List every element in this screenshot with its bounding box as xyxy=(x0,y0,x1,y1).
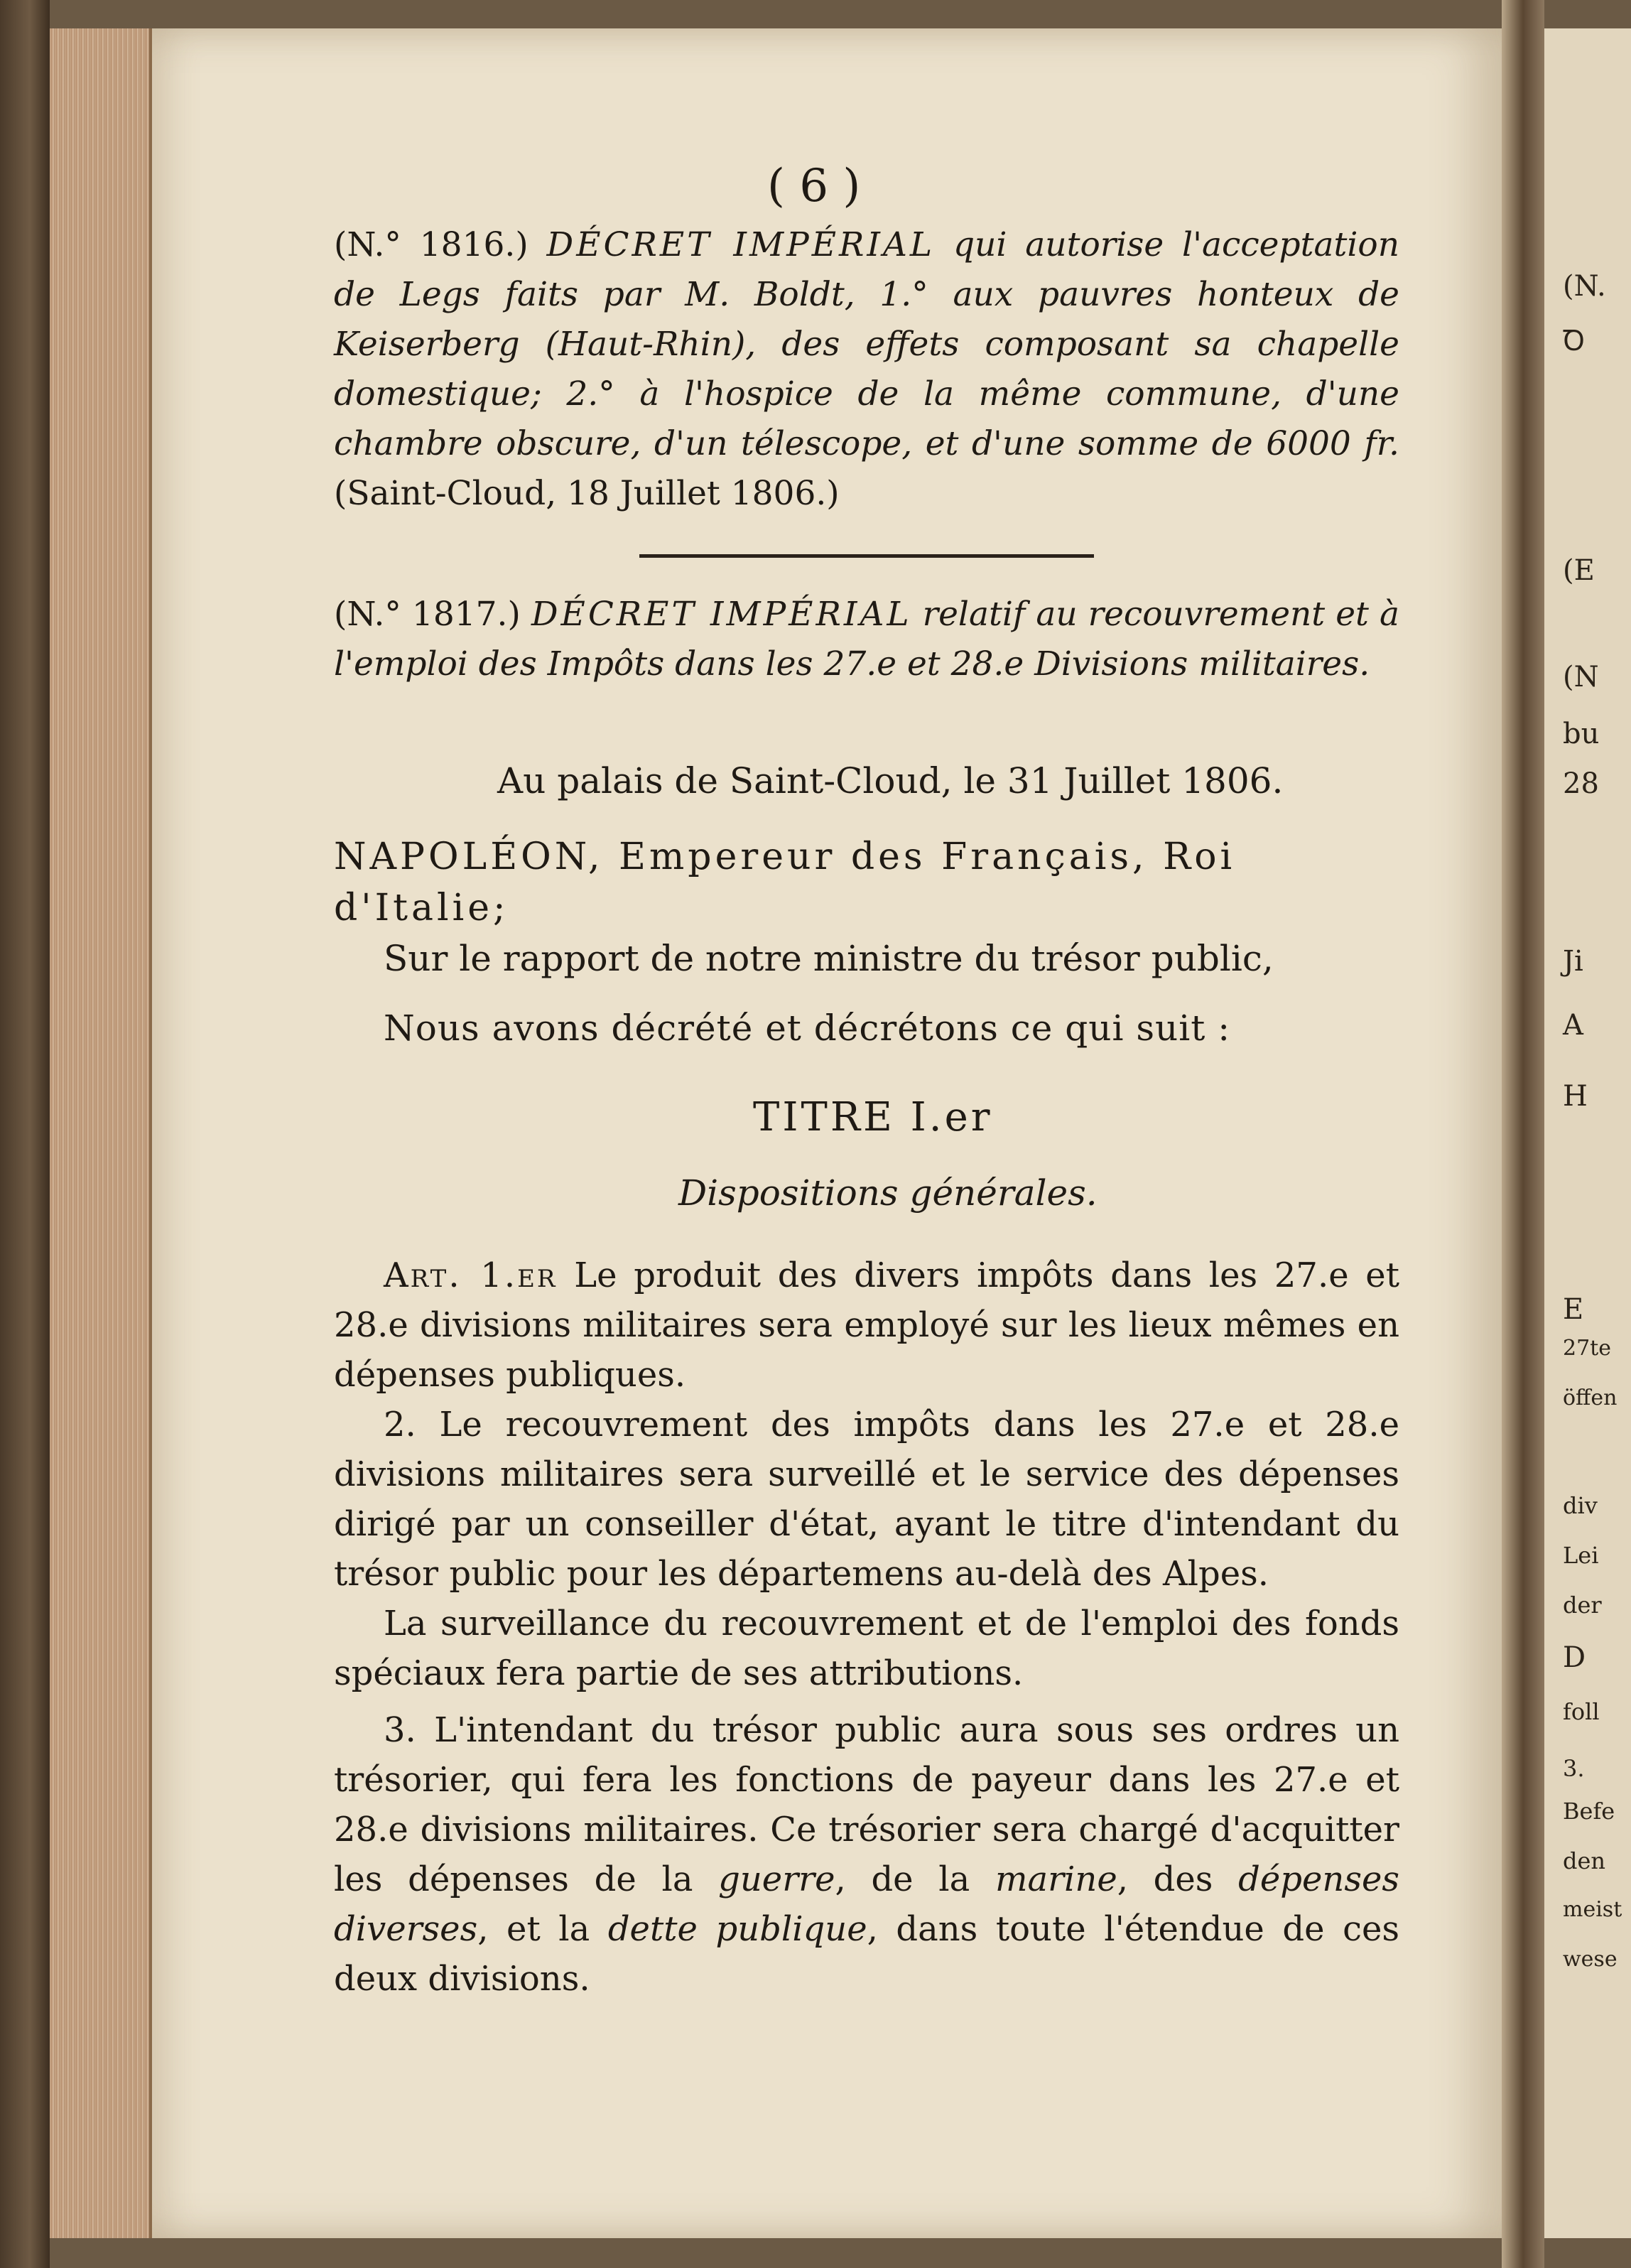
article-2-paragraph xyxy=(334,1599,1399,1698)
article-text: , de la xyxy=(835,1859,970,1899)
article-text: Le produit des divers impôts dans les 27.e et 28.e divisions militaires sera employé sur les lieux mêmes en dépenses publiques. xyxy=(334,1256,1399,1395)
entry-heading: DÉCRET IMPÉRIAL xyxy=(546,225,936,264)
entry-1816 xyxy=(334,220,1399,519)
article-term: dette publique xyxy=(607,1909,867,1949)
article-2 xyxy=(334,1400,1399,1599)
entry-place-date: (Saint-Cloud, 18 Juillet 1806.) xyxy=(334,474,840,513)
facing-glyph: öffen xyxy=(1563,1386,1618,1410)
facing-glyph: foll xyxy=(1563,1698,1600,1725)
article-label: 3. xyxy=(384,1710,416,1750)
titre-heading: TITRE I.er xyxy=(753,1094,993,1140)
article-1 xyxy=(334,1251,1399,1400)
sovereign-title: NAPOLÉON, Empereur des Français, Roi d'Italie; xyxy=(334,836,1236,929)
article-3 xyxy=(334,1705,1399,2004)
article-text: , des xyxy=(1117,1859,1213,1899)
article-term: dépenses diverses xyxy=(334,1859,1400,1949)
facing-glyph: A xyxy=(1563,1009,1583,1042)
facing-glyph: Lei xyxy=(1563,1542,1599,1569)
article-term: guerre xyxy=(718,1859,835,1899)
facing-glyph: (N. xyxy=(1563,270,1606,303)
facing-glyph: Ꝺ xyxy=(1563,325,1586,357)
facing-glyph: (N xyxy=(1563,661,1599,693)
entry-description: qui autorise l'acceptation de Legs faits par M. Boldt, 1.° aux pauvres honteux de Keiserberg (Haut-Rhin), des effets composant sa chapelle domestique; 2.° à l'hospice de la même commune, d'une chambre obscure, d'un télescope, et d'une somme de 6000 fr. xyxy=(334,225,1399,463)
article-text: , dans toute l'étendue de ces deux divisions. xyxy=(334,1909,1399,1999)
titre-subtitle: Dispositions générales. xyxy=(678,1172,1098,1214)
decret-line: Nous avons décrété et décrétons ce qui suit : xyxy=(384,1008,1231,1049)
facing-glyph: 27te xyxy=(1563,1336,1611,1361)
article-term: marine xyxy=(995,1859,1117,1899)
entry-number: (N.° 1816.) xyxy=(334,225,529,264)
facing-glyph: Ji xyxy=(1563,945,1583,978)
facing-glyph: den xyxy=(1563,1847,1606,1874)
facing-glyph: (E xyxy=(1563,554,1595,587)
rapport-line: Sur le rapport de notre ministre du trésor public, xyxy=(384,938,1274,979)
facing-glyph: 28 xyxy=(1563,767,1599,800)
facing-glyph: der xyxy=(1563,1592,1602,1619)
facing-glyph: H xyxy=(1563,1080,1588,1113)
article-label: Art. 1.er xyxy=(384,1256,558,1295)
article-text: , et la xyxy=(477,1909,590,1949)
facing-glyph: Befe xyxy=(1563,1798,1615,1825)
facing-glyph: div xyxy=(1563,1492,1598,1519)
article-text: La surveillance du recouvrement et de l'emploi des fonds spéciaux fera partie de ses attributions. xyxy=(334,1604,1399,1693)
facing-glyph: D xyxy=(1563,1641,1586,1674)
page-number: ( 6 ) xyxy=(767,160,861,212)
entry-1817 xyxy=(334,590,1399,689)
facing-glyph: wese xyxy=(1563,1947,1618,1972)
dateline: Au palais de Saint-Cloud, le 31 Juillet 1806. xyxy=(497,760,1284,801)
facing-glyph: E xyxy=(1563,1293,1584,1326)
article-label: 2. xyxy=(384,1405,416,1444)
entry-description: relatif au recouvrement et à l'emploi des Impôts dans les 27.e et 28.e Divisions militaires. xyxy=(334,595,1399,684)
facing-glyph: 3. xyxy=(1563,1755,1585,1782)
article-text: Le recouvrement des impôts dans les 27.e et 28.e divisions militaires sera surveillé et le service des dépenses dirigé par un conseiller d'état, ayant le titre d'intendant du trésor public pour les départemens au-delà des Alpes. xyxy=(334,1405,1400,1594)
entry-heading: DÉCRET IMPÉRIAL xyxy=(531,595,912,634)
section-divider xyxy=(639,554,1094,558)
entry-number: (N.° 1817.) xyxy=(334,595,521,634)
article-text: L'intendant du trésor public aura sous ses ordres un trésorier, qui fera les fonctions de payeur dans les 27.e et 28.e divisions militaires. Ce trésorier sera chargé d'acquitter les dépenses de la xyxy=(334,1710,1399,1899)
facing-glyph: bu xyxy=(1563,718,1600,750)
facing-glyph: meist xyxy=(1563,1897,1622,1922)
